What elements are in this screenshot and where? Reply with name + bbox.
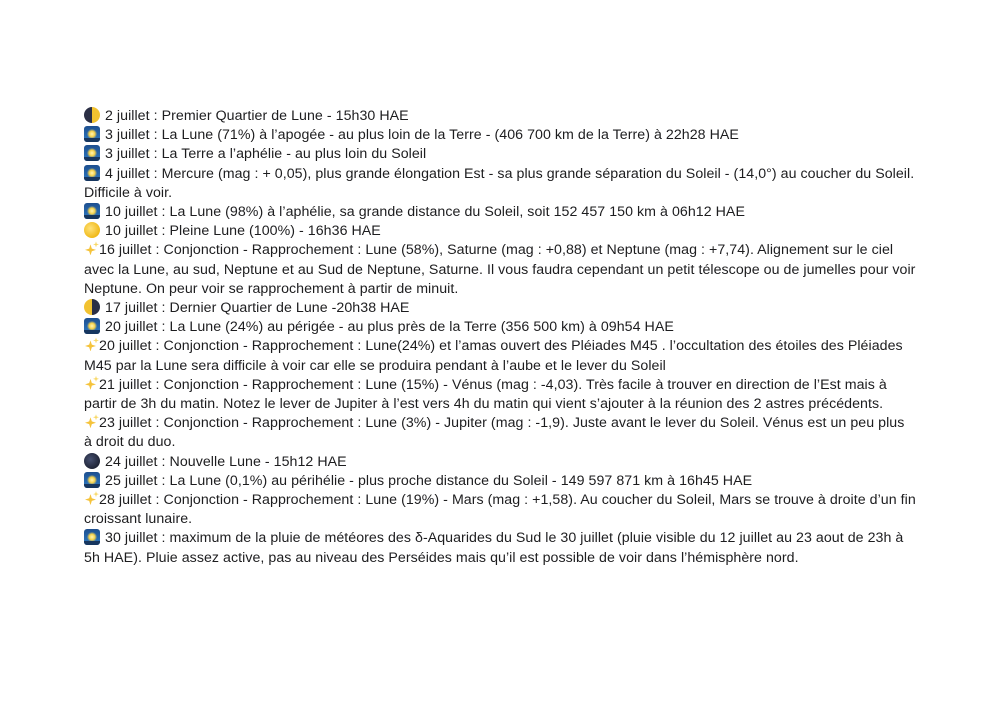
event-item <box>84 337 916 375</box>
night-star-icon <box>84 472 100 488</box>
night-star-icon <box>84 203 100 219</box>
event-text: 2 juillet : Premier Quartier de Lune - 15h30 HAE <box>105 108 409 124</box>
event-item <box>84 376 916 414</box>
event-text: 30 juillet : maximum de la pluie de météores des δ-Aquarides du Sud le 30 juillet (pluie visible du 12 juillet au 23 aout de 23h à 5h HAE). Pluie assez active, pas au niveau des Perséides mais qu’il est possible de voir dans l’hémisphère nord. <box>84 530 904 566</box>
sparkles-icon <box>84 241 98 257</box>
sparkles-icon <box>84 414 98 430</box>
event-text: 24 juillet : Nouvelle Lune - 15h12 HAE <box>105 453 347 470</box>
event-text: 10 juillet : Pleine Lune (100%) - 16h36 HAE <box>105 223 381 240</box>
event-item <box>84 222 916 241</box>
last-quarter-moon-icon <box>84 299 100 315</box>
new-moon-icon <box>84 453 100 469</box>
event-item <box>84 414 916 452</box>
event-text: 3 juillet : La Terre a l’aphélie - au plus loin du Soleil <box>105 146 427 163</box>
event-item <box>84 299 916 318</box>
full-moon-icon <box>84 222 100 238</box>
sparkles-icon <box>84 491 98 507</box>
first-quarter-moon-icon <box>84 107 100 123</box>
night-star-icon <box>84 165 100 181</box>
event-text: 21 juillet : Conjonction - Rapprochement : Lune (15%) - Vénus (mag : -4,03). Très facile à trouver en direction de l’Est mais à partir de 3h du matin. Notez le lever de Jupiter à l’est vers 4h du matin qui vient s’ajouter à la réunion des 2 astres précédents. <box>84 376 887 413</box>
event-item <box>84 203 916 222</box>
event-item <box>84 529 916 567</box>
event-text: 4 juillet : Mercure (mag : + 0,05), plus grande élongation Est - sa plus grande séparation du Soleil - (14,0°) au coucher du Soleil. Difficile à voir. <box>84 165 915 201</box>
event-item <box>84 165 916 203</box>
event-text: 28 juillet : Conjonction - Rapprochement : Lune (19%) - Mars (mag : +1,58). Au coucher du Soleil, Mars se trouve à droite d’un fin croissant lunaire. <box>84 492 916 528</box>
event-text: 17 juillet : Dernier Quartier de Lune -20h38 HAE <box>105 300 410 317</box>
event-item <box>84 491 916 529</box>
event-text: 3 juillet : La Lune (71%) à l’apogée - au plus loin de la Terre - (406 700 km de la Terre) à 22h28 HAE <box>105 127 739 144</box>
event-item <box>84 241 916 299</box>
event-item <box>84 472 916 491</box>
night-star-icon <box>84 529 100 545</box>
event-text: 20 juillet : Conjonction - Rapprochement : Lune(24%) et l’amas ouvert des Pléiades M45 . l’occultation des étoiles des Pléiades M45 par la Lune sera difficile à voir car elle se produira pendant à l’aube et le lever du Soleil <box>84 338 903 374</box>
sparkles-icon <box>84 376 98 392</box>
event-text: 16 juillet : Conjonction - Rapprochement : Lune (58%), Saturne (mag : +0,88) et Neptune (mag : +7,74). Alignement sur le ciel avec la Lune, au sud, Neptune et au Sud de Neptune, Saturne. Il vous faudra cependant un petit télescope ou de jumelles pour voir Neptune. On peur voir se rapprochement à partir de minuit. <box>84 242 916 297</box>
event-text: 20 juillet : La Lune (24%) au périgée - au plus près de la Terre (356 500 km) à 09h54 HAE <box>105 319 674 336</box>
event-item <box>84 318 916 337</box>
event-text: 23 juillet : Conjonction - Rapprochement : Lune (3%) - Jupiter (mag : -1,9). Juste avant le lever du Soleil. Vénus est un peu plus à droit du duo. <box>84 415 905 451</box>
event-item <box>84 453 916 472</box>
event-list <box>84 107 916 568</box>
event-item <box>84 145 916 164</box>
night-star-icon <box>84 126 100 142</box>
night-star-icon <box>84 318 100 334</box>
sparkles-icon <box>84 337 98 353</box>
event-text: 10 juillet : La Lune (98%) à l’aphélie, sa grande distance du Soleil, soit 152 457 150 km à 06h12 HAE <box>105 204 745 221</box>
event-item <box>84 107 916 126</box>
night-star-icon <box>84 145 100 161</box>
event-item <box>84 126 916 145</box>
event-text: 25 juillet : La Lune (0,1%) au périhélie - plus proche distance du Soleil - 149 597 871 km à 16h45 HAE <box>105 472 753 489</box>
